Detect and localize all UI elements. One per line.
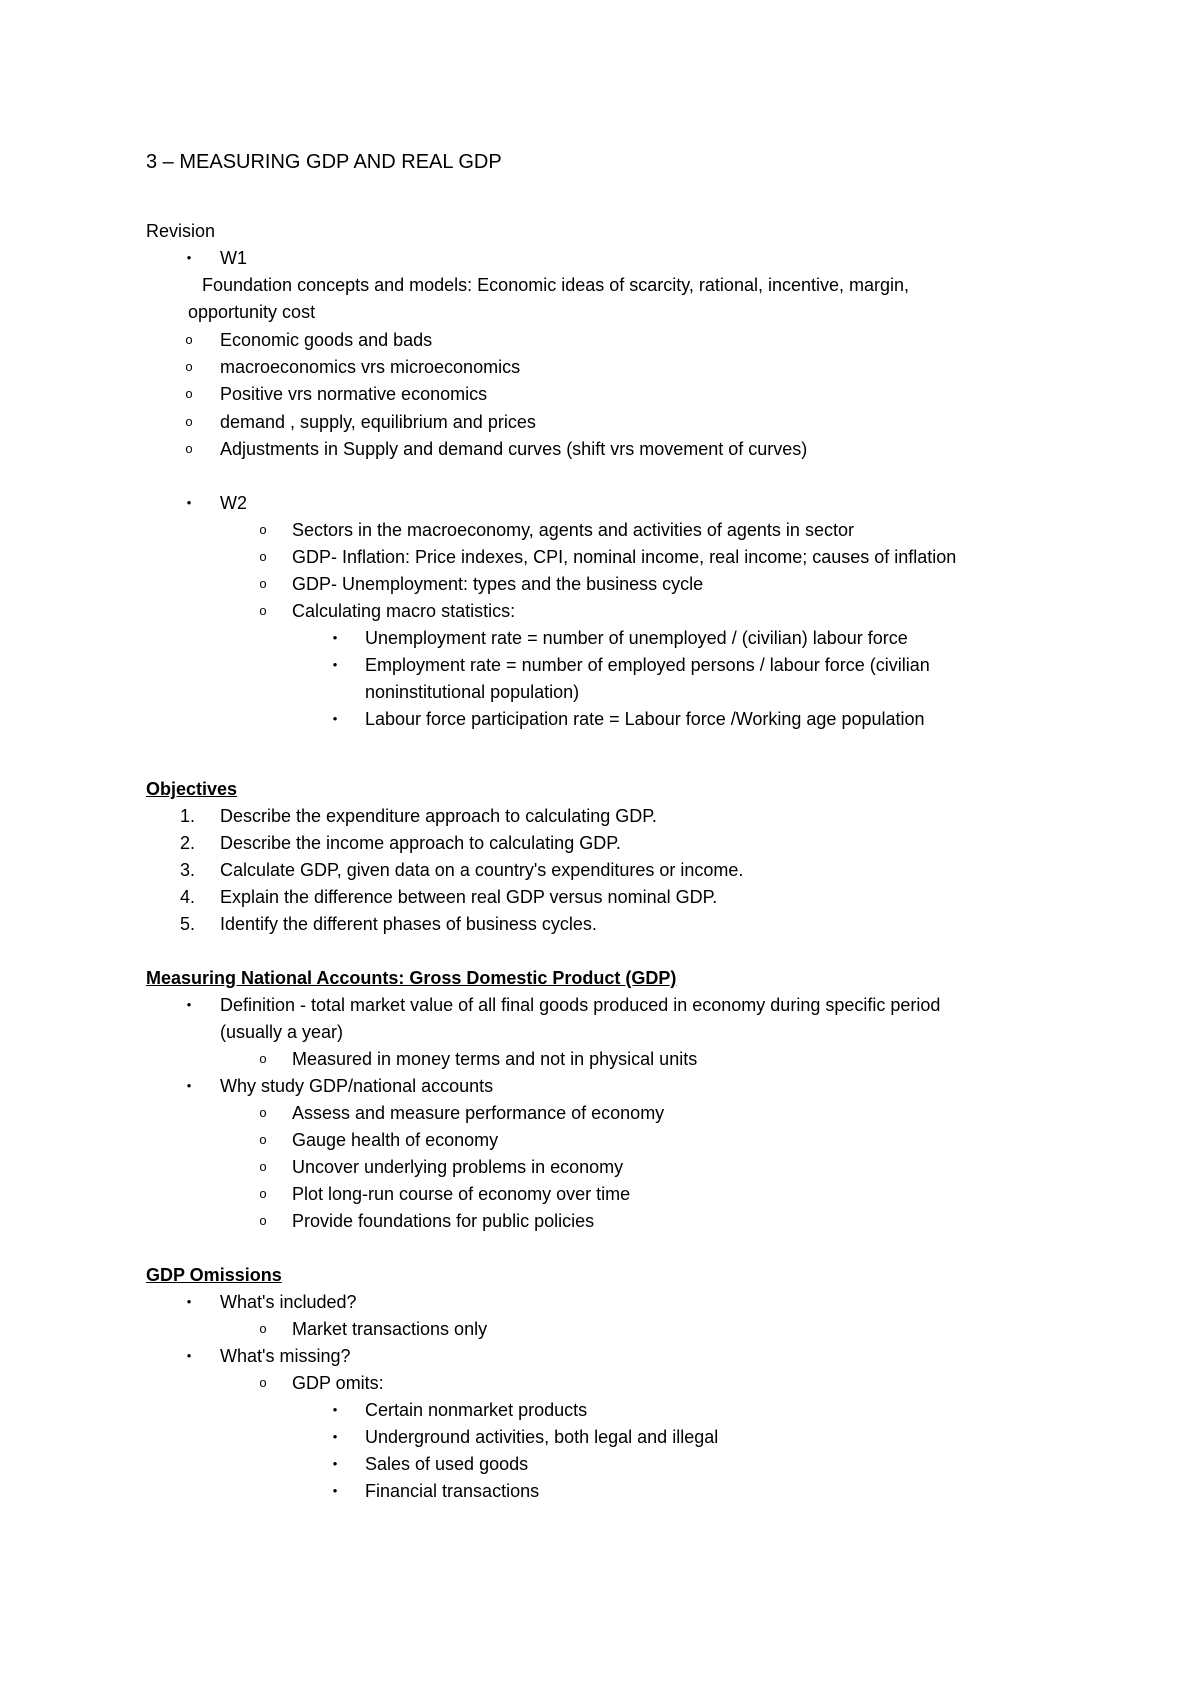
why-sub-item: Plot long-run course of economy over time — [292, 1184, 631, 1204]
sub-bullet-icon: o — [259, 603, 267, 618]
definition-line: Definition - total market value of all final goods produced in economy during specific period — [220, 995, 941, 1015]
objective-item: Describe the income approach to calculating GDP. — [220, 833, 621, 853]
sub-bullet-icon: o — [259, 1186, 267, 1201]
included-sub-item: Market transactions only — [292, 1319, 488, 1339]
sub-bullet-icon: o — [259, 1321, 267, 1336]
bullet-icon: • — [332, 630, 338, 645]
sub-bullet-icon: o — [185, 359, 193, 374]
sub-bullet-icon: o — [259, 522, 267, 537]
bullet-icon: • — [186, 250, 192, 265]
sub-bullet-icon: o — [259, 1051, 267, 1066]
missing-sub-item: GDP omits: — [292, 1373, 384, 1393]
bullet-icon: • — [186, 1078, 192, 1093]
bullet-icon: • — [186, 997, 192, 1012]
why-sub-item: Uncover underlying problems in economy — [292, 1157, 624, 1177]
objective-item: Identify the different phases of business cycles. — [220, 914, 597, 934]
definition-continuation: (usually a year) — [220, 1022, 344, 1042]
sub-bullet-icon: o — [185, 332, 193, 347]
page-title: 3 – MEASURING GDP AND REAL GDP — [146, 151, 502, 173]
omit-item: Certain nonmarket products — [365, 1400, 588, 1420]
sub-bullet-icon: o — [185, 414, 193, 429]
sub-bullet-icon: o — [185, 386, 193, 401]
sub-bullet-icon: o — [259, 1159, 267, 1174]
sub-bullet-icon: o — [185, 441, 193, 456]
definition-sub-item: Measured in money terms and not in physical units — [292, 1049, 698, 1069]
w1-item: Positive vrs normative economics — [220, 384, 488, 404]
bullet-icon: • — [332, 1402, 338, 1417]
w1-item: macroeconomics vrs microeconomics — [220, 357, 521, 377]
w1-label: W1 — [220, 248, 247, 268]
objective-item: Explain the difference between real GDP versus nominal GDP. — [220, 887, 718, 907]
w2-item: GDP- Inflation: Price indexes, CPI, nominal income, real income; causes of inflation — [292, 547, 957, 567]
w1-intro-line2: opportunity cost — [188, 302, 316, 322]
bullet-icon: • — [186, 1294, 192, 1309]
bullet-icon: • — [332, 1429, 338, 1444]
bullet-icon: • — [186, 495, 192, 510]
sub-bullet-icon: o — [259, 1213, 267, 1228]
objective-number: 2. — [180, 833, 196, 853]
objective-item: Describe the expenditure approach to calculating GDP. — [220, 806, 657, 826]
included-item: What's included? — [220, 1292, 357, 1312]
w2-item: GDP- Unemployment: types and the business cycle — [292, 574, 704, 594]
missing-item: What's missing? — [220, 1346, 351, 1366]
w2-label: W2 — [220, 493, 247, 513]
macro-stat: Unemployment rate = number of unemployed / (civilian) labour force — [365, 628, 908, 648]
macro-stat-continuation: noninstitutional population) — [365, 682, 580, 702]
objective-number: 4. — [180, 887, 196, 907]
objective-number: 1. — [180, 806, 196, 826]
macro-stat: Labour force participation rate = Labour force /Working age population — [365, 709, 925, 729]
objective-item: Calculate GDP, given data on a country's expenditures or income. — [220, 860, 744, 880]
sub-bullet-icon: o — [259, 549, 267, 564]
w2-item: Sectors in the macroeconomy, agents and activities of agents in sector — [292, 520, 854, 540]
why-sub-item: Gauge health of economy — [292, 1130, 499, 1150]
w1-intro-line1: Foundation concepts and models: Economic ideas of scarcity, rational, incentive, margin, — [202, 275, 910, 295]
sub-bullet-icon: o — [259, 1105, 267, 1120]
macro-stat: Employment rate = number of employed persons / labour force (civilian — [365, 655, 930, 675]
why-sub-item: Provide foundations for public policies — [292, 1211, 595, 1231]
omit-item: Financial transactions — [365, 1481, 540, 1501]
revision-heading: Revision — [146, 221, 216, 241]
objectives-heading: Objectives — [146, 779, 238, 799]
w2-item: Calculating macro statistics: — [292, 601, 516, 621]
omit-item: Sales of used goods — [365, 1454, 529, 1474]
why-study-item: Why study GDP/national accounts — [220, 1076, 494, 1096]
objective-number: 5. — [180, 914, 196, 934]
sub-bullet-icon: o — [259, 576, 267, 591]
why-sub-item: Assess and measure performance of economy — [292, 1103, 665, 1123]
sub-bullet-icon: o — [259, 1375, 267, 1390]
bullet-icon: • — [332, 657, 338, 672]
bullet-icon: • — [332, 711, 338, 726]
bullet-icon: • — [332, 1456, 338, 1471]
omissions-heading: GDP Omissions — [146, 1265, 282, 1285]
national-accounts-heading: Measuring National Accounts: Gross Domestic Product (GDP) — [146, 968, 677, 988]
sub-bullet-icon: o — [259, 1132, 267, 1147]
w1-item: demand , supply, equilibrium and prices — [220, 412, 536, 432]
w1-item: Adjustments in Supply and demand curves (shift vrs movement of curves) — [220, 439, 808, 459]
objective-number: 3. — [180, 860, 196, 880]
w1-item: Economic goods and bads — [220, 330, 433, 350]
bullet-icon: • — [186, 1348, 192, 1363]
bullet-icon: • — [332, 1483, 338, 1498]
omit-item: Underground activities, both legal and illegal — [365, 1427, 719, 1447]
